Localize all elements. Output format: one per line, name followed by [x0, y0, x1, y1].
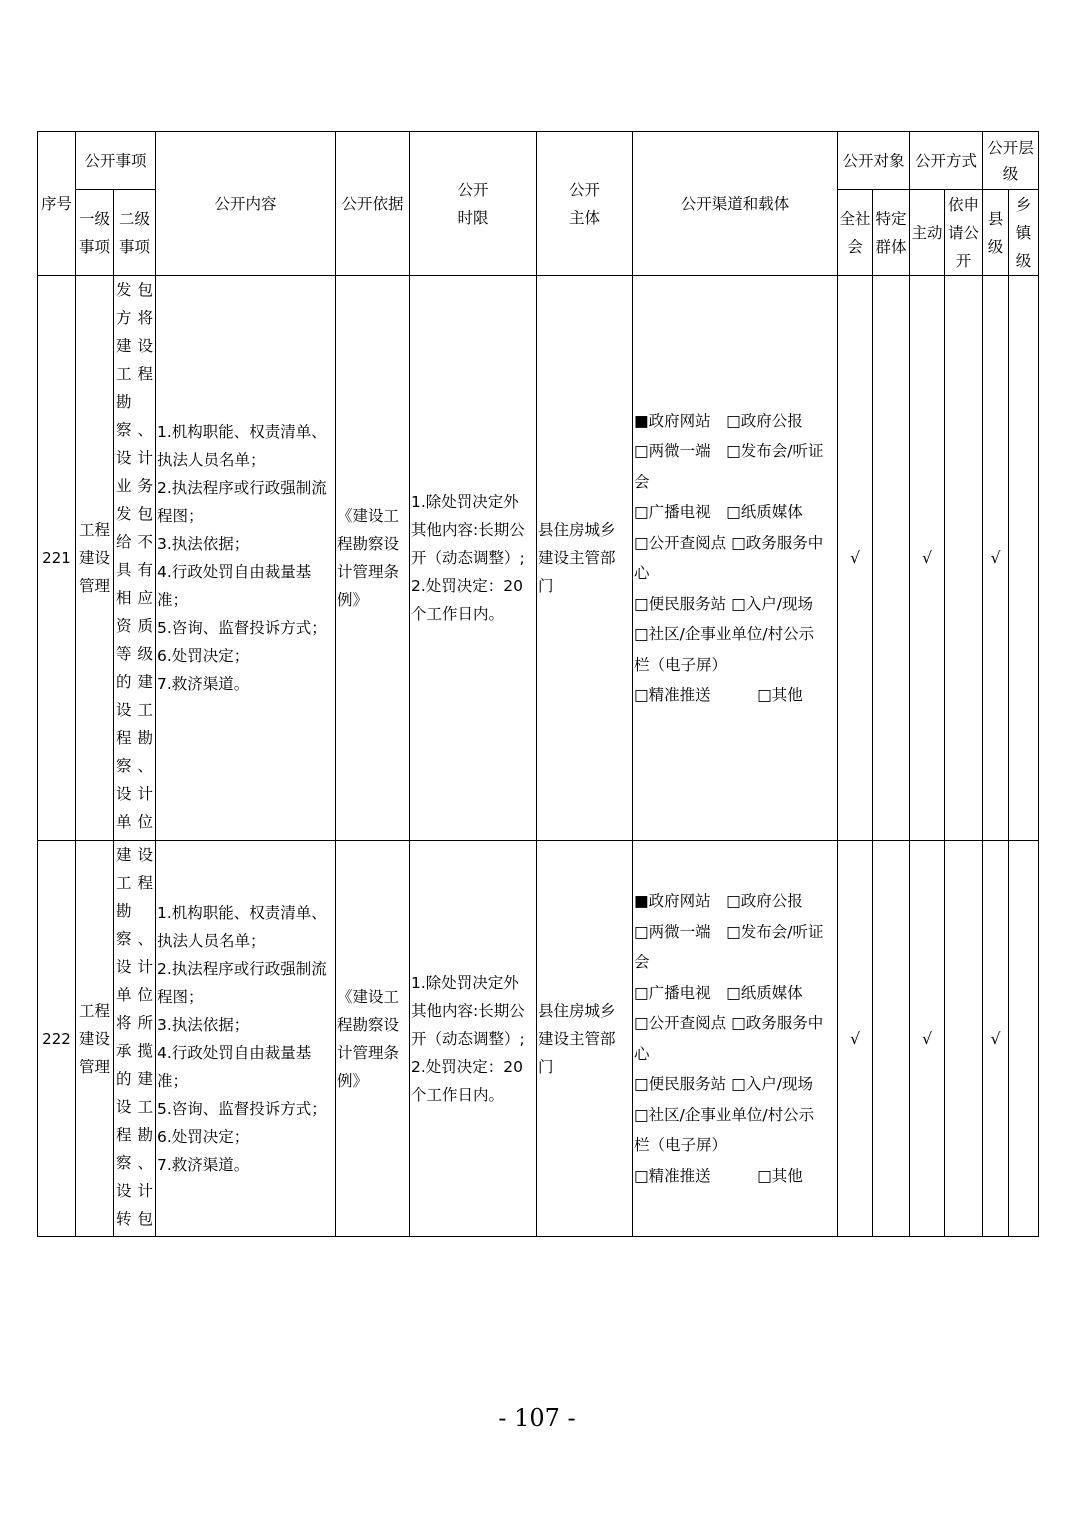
level2-line: 业务 [116, 477, 154, 495]
row-level2 [114, 276, 156, 841]
header-time-limit [410, 132, 537, 276]
row-level1: 工程建设管理 [76, 841, 114, 1237]
level2-line: 发包 [116, 281, 154, 299]
header-level-township: 乡镇级 [1009, 190, 1039, 276]
disclosure-table [37, 131, 1039, 1237]
channel-line: □便民服务站 □入户/现场 [634, 594, 813, 613]
row-subject [537, 276, 633, 841]
subject-line: 门 [538, 577, 554, 595]
level2-line: 相应 [116, 589, 154, 607]
content-line: 5.咨询、监督投诉方式； [157, 619, 327, 637]
basis-line: 程勘察设 [337, 1015, 400, 1034]
channel-line: 心 [634, 1044, 650, 1063]
row-basis [336, 276, 410, 841]
content-line: 4.行政处罚自由裁量基 [157, 1043, 312, 1062]
row-level-township-check [1009, 276, 1039, 841]
content-line: 4.行政处罚自由裁量基 [157, 563, 312, 581]
header-seq: 序号 [38, 132, 76, 276]
level2-line: 资质 [116, 617, 154, 635]
level2-line: 设计 [116, 958, 154, 976]
basis-line: 计管理条 [337, 563, 400, 581]
header-subject-line: 主体 [569, 208, 601, 227]
header-level1: 一级事项 [76, 190, 114, 276]
content-line: 2.执法程序或行政强制流 [157, 959, 327, 978]
level2-line: 设工 [116, 1098, 154, 1116]
level2-line: 程勘 [116, 729, 154, 747]
content-line: 3.执法依据； [157, 535, 250, 553]
level2-line: 察、 [116, 421, 154, 439]
level2-line: 的建 [116, 1070, 154, 1088]
row-target-all-check: √ [838, 841, 873, 1237]
time-line: 其他内容:长期公 [411, 1001, 525, 1020]
content-line: 准； [157, 1071, 189, 1090]
level2-line: 方将 [116, 309, 154, 327]
header-time-limit-line: 公开 [457, 180, 489, 199]
row-time-limit [410, 841, 537, 1237]
header-subject-line: 公开 [569, 180, 601, 199]
header-method-active: 主动 [910, 190, 945, 276]
row-level-county-check: √ [983, 841, 1009, 1237]
basis-line: 《建设工 [337, 507, 400, 525]
level2-line: 建设 [116, 846, 154, 864]
level2-line: 的建 [116, 673, 154, 691]
level2-line: 单位 [116, 986, 154, 1004]
row-method-active-check: √ [910, 276, 945, 841]
content-line: 执法人员名单； [157, 451, 266, 469]
time-line: 开（动态调整）; [411, 1029, 525, 1048]
subject-line: 门 [538, 1057, 554, 1076]
channel-line: 心 [634, 564, 650, 582]
channel-line: □精准推送 □其他 [634, 686, 803, 704]
row-content [156, 841, 336, 1237]
time-line: 1.除处罚决定外 [411, 973, 519, 992]
content-line: 7.救济渠道。 [157, 1155, 250, 1174]
basis-line: 程勘察设 [337, 535, 400, 553]
subject-line: 建设主管部 [538, 549, 616, 567]
header-subject [537, 132, 633, 276]
row-level-township-check [1009, 841, 1039, 1237]
header-method-group: 公开方式 [910, 132, 983, 190]
content-line: 3.执法依据； [157, 1015, 250, 1034]
channel-line: □广播电视 □纸质媒体 [634, 983, 803, 1002]
level2-line: 设计 [116, 1182, 154, 1200]
row-basis [336, 841, 410, 1237]
subject-line: 县住房城乡 [538, 521, 616, 539]
header-target-group: 公开对象 [838, 132, 910, 190]
content-line: 程图； [157, 987, 204, 1006]
level2-line: 察、 [116, 930, 154, 948]
header-time-limit-line: 时限 [457, 208, 489, 227]
row-target-specific-check [873, 276, 910, 841]
level2-line: 勘 [116, 902, 132, 920]
content-line: 6.处罚决定； [157, 647, 250, 665]
channel-line: □社区/企事业单位/村公示 [634, 1105, 815, 1124]
channel-line: ■政府网站 □政府公报 [634, 411, 803, 430]
channel-line: □公开查阅点 □政务服务中 [634, 1014, 824, 1032]
level2-line: 设计 [116, 449, 154, 467]
channel-line: 栏（电子屏） [634, 655, 728, 674]
row-target-specific-check [873, 841, 910, 1237]
table-row [38, 276, 1039, 841]
level2-line: 转包 [116, 1210, 154, 1228]
header-target-specific: 特定群体 [873, 190, 910, 276]
row-level2-text [115, 841, 154, 1233]
header-target-all: 全社会 [838, 190, 873, 276]
basis-line: 《建设工 [337, 987, 400, 1006]
row-method-request-check [945, 276, 983, 841]
row-time-limit [410, 276, 537, 841]
content-line: 7.救济渠道。 [157, 675, 250, 693]
row-method-request-check [945, 841, 983, 1237]
row-channel [633, 841, 838, 1237]
row-subject [537, 841, 633, 1237]
header-basis: 公开依据 [336, 132, 410, 276]
level2-line: 工程 [116, 874, 154, 892]
row-channel [633, 276, 838, 841]
row-level1: 工程建设管理 [76, 276, 114, 841]
row-level-county-check: √ [983, 276, 1009, 841]
channel-line: □公开查阅点 □政务服务中 [634, 533, 824, 552]
level2-line: 建设 [116, 337, 154, 355]
header-channel: 公开渠道和载体 [633, 132, 838, 276]
level2-line: 设工 [116, 701, 154, 719]
basis-line: 计管理条 [337, 1043, 400, 1062]
content-line: 6.处罚决定； [157, 1127, 250, 1146]
row-method-active-check: √ [910, 841, 945, 1237]
basis-line: 例》 [337, 591, 369, 609]
level2-line: 工程 [116, 365, 154, 383]
channel-line: □两微一端 □发布会/听证 [634, 442, 824, 460]
basis-line: 例》 [337, 1071, 369, 1090]
channel-line: □两微一端 □发布会/听证 [634, 922, 824, 941]
row-seq: 222 [38, 841, 76, 1237]
row-level2-text [115, 276, 154, 836]
row-target-all-check: √ [838, 276, 873, 841]
content-line: 2.执法程序或行政强制流 [157, 479, 327, 497]
time-line: 开（动态调整）; [411, 549, 525, 567]
level2-line: 勘 [116, 393, 132, 411]
table-row [38, 841, 1039, 1237]
content-line: 程图； [157, 507, 204, 525]
content-line: 1.机构职能、权责清单、 [157, 903, 327, 922]
time-line: 其他内容:长期公 [411, 521, 525, 539]
time-line: 2.处罚决定：20 [411, 1057, 524, 1076]
level2-line: 发包 [116, 505, 154, 523]
subject-line: 县住房城乡 [538, 1001, 616, 1020]
channel-line: 会 [634, 472, 650, 491]
time-line: 2.处罚决定：20 [411, 577, 524, 595]
channel-line: □社区/企事业单位/村公示 [634, 625, 815, 643]
time-line: 个工作日内。 [411, 605, 505, 623]
page-number: - 107 - [498, 1404, 576, 1432]
channel-line: 会 [634, 953, 650, 971]
content-line: 5.咨询、监督投诉方式； [157, 1099, 327, 1118]
level2-line: 将所 [116, 1014, 154, 1032]
level2-line: 察、 [116, 1154, 154, 1172]
channel-line: ■政府网站 □政府公报 [634, 892, 803, 910]
channel-line: □便民服务站 □入户/现场 [634, 1075, 813, 1093]
header-level2: 二级事项 [114, 190, 156, 276]
time-line: 个工作日内。 [411, 1085, 505, 1104]
row-content [156, 276, 336, 841]
header-content: 公开内容 [156, 132, 336, 276]
header-level-group: 公开层级 [983, 132, 1039, 190]
content-line: 准； [157, 591, 189, 609]
subject-line: 建设主管部 [538, 1029, 616, 1048]
time-line: 1.除处罚决定外 [411, 493, 519, 511]
header-method-request: 依申请公开 [945, 190, 983, 276]
level2-line: 等级 [116, 645, 154, 663]
header-level-county: 县级 [983, 190, 1009, 276]
channel-line: □精准推送 □其他 [634, 1166, 803, 1185]
row-seq: 221 [38, 276, 76, 841]
channel-line: □广播电视 □纸质媒体 [634, 503, 803, 521]
header-item-group: 公开事项 [76, 132, 156, 190]
level2-line: 承揽 [116, 1042, 154, 1060]
level2-line: 察、 [116, 757, 154, 775]
content-line: 1.机构职能、权责清单、 [157, 423, 327, 441]
level2-line: 给不 [116, 533, 154, 551]
content-line: 执法人员名单； [157, 931, 266, 950]
row-level2 [114, 841, 156, 1237]
level2-line: 具有 [116, 561, 154, 579]
channel-line: 栏（电子屏） [634, 1136, 728, 1154]
level2-line: 单位 [116, 813, 154, 831]
level2-line: 设计 [116, 785, 154, 803]
level2-line: 程勘 [116, 1126, 154, 1144]
